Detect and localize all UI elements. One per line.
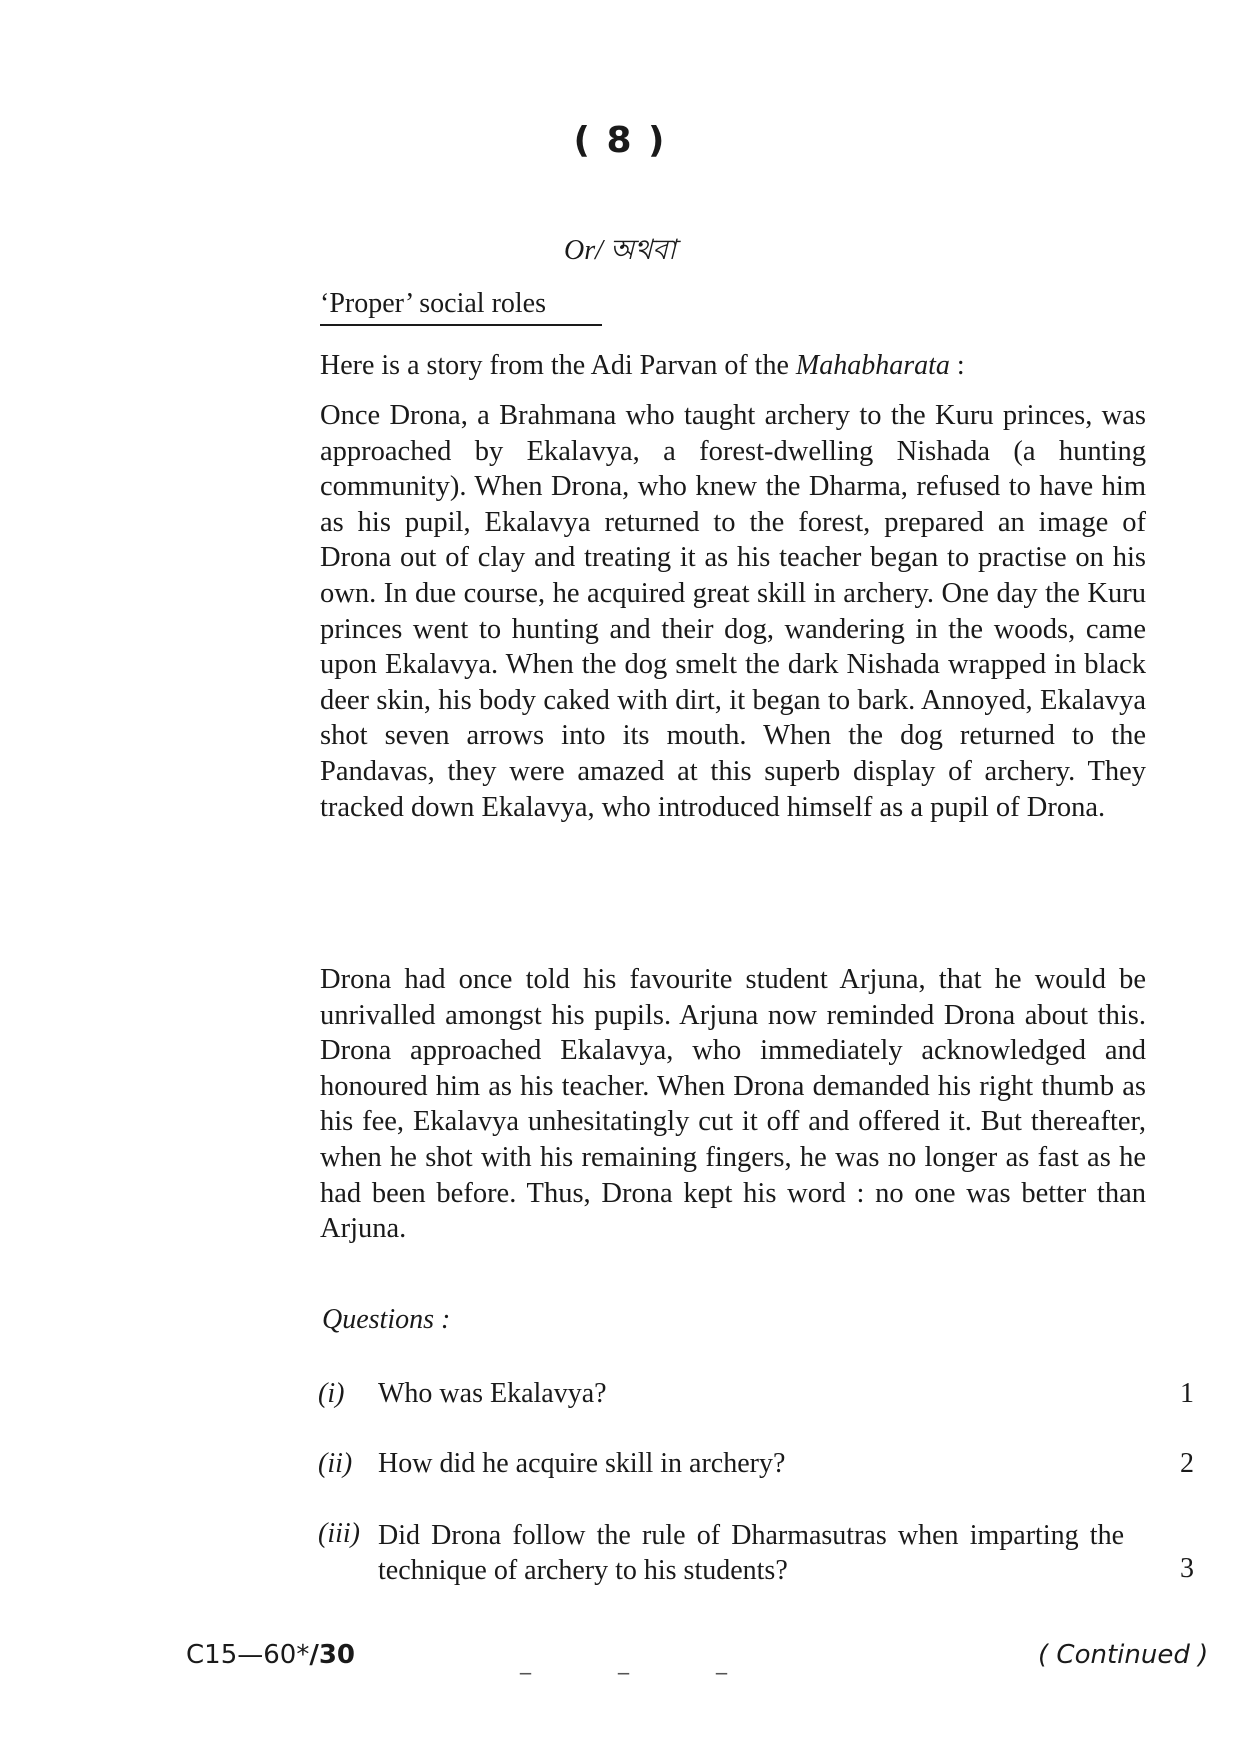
question-text: How did he acquire skill in archery? (378, 1448, 786, 1479)
continued-label: ( Continued ) (1038, 1640, 1209, 1670)
question-number: (iii) (318, 1518, 360, 1549)
question-marks: 2 (1180, 1448, 1194, 1479)
paper-code (186, 1640, 355, 1670)
questions-heading: Questions : (322, 1304, 451, 1335)
question-text: Did Drona follow the rule of Dharmasutras when imparting the technique of archery to his students? (378, 1520, 1124, 1586)
intro-prefix: Here is a story from the Adi Parvan of the (320, 350, 796, 381)
question-text: Who was Ekalavya? (378, 1378, 607, 1409)
story-paragraph-1: Once Drona, a Brahmana who taught archery to the Kuru princes, was approached by Ekalavya, a forest-dwelling Nishada (a hunting community). When Drona, who knew the Dharma, refused to have him as his pupil, Ekalavya returned to the forest, prepared an image of Drona out of clay and treating it as his teacher began to practise on his own. In due course, he acquired great skill in archery. One day the Kuru princes went to hunting and their dog, wandering in the woods, came upon Ekalavya. When the dog smelt the dark Nishada wrapped in black deer skin, his body caked with dirt, it began to bark. Annoyed, Ekalavya shot seven arrows into its mouth. When the dog returned to the Pandavas, they were amazed at this superb display of archery. They tracked down Ekalavya, who introduced himself as a pupil of Drona. (320, 400, 1146, 823)
intro-line (320, 350, 1150, 382)
or-heading: Or/ অথবা (564, 235, 676, 266)
question-marks: 1 (1180, 1378, 1194, 1409)
intro-title: Mahabharata (795, 350, 950, 381)
footer-dashes: _ _ _ (520, 1650, 767, 1675)
question-number: (i) (318, 1378, 345, 1409)
paper-code-suffix: /30 (309, 1640, 356, 1670)
paper-code-prefix: C15—60* (186, 1640, 310, 1670)
question-marks: 3 (1180, 1553, 1194, 1584)
section-title: ‘Proper’ social roles (320, 288, 602, 326)
intro-suffix: : (949, 350, 965, 381)
story-paragraph-2: Drona had once told his favourite student Arjuna, that he would be unrivalled amongst his pupils. Arjuna now reminded Drona about this. Drona approached Ekalavya, who immediately acknowledged and honoured him as his teacher. When Drona demanded his right thumb as his fee, Ekalavya unhesitatingly cut it off and offered it. But thereafter, when he shot with his remaining fingers, he was no longer as fast as he had been before. Thus, Drona kept his word : no one was better than Arjuna. (320, 964, 1146, 1245)
page-number: ( 8 ) (573, 120, 667, 161)
question-number: (ii) (318, 1448, 353, 1479)
